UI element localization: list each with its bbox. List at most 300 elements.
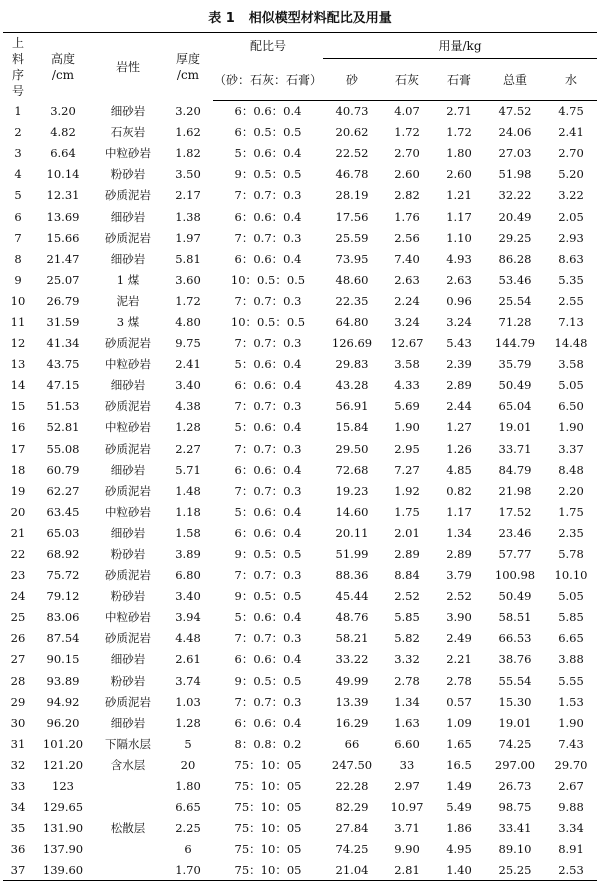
cell-lime: 5.85 [394, 610, 420, 625]
cell-height: 83.06 [46, 610, 80, 625]
cell-lithology: 粉砂岩 [110, 167, 146, 182]
cell-gypsum: 1.49 [446, 779, 472, 794]
cell-thickness: 1.28 [175, 420, 201, 435]
cell-height: 75.72 [46, 568, 80, 583]
cell-lithology: 砂质泥岩 [105, 188, 151, 203]
header-lime: 石灰 [381, 59, 433, 101]
table-row [3, 649, 597, 670]
cell-sequence-number: 32 [10, 757, 26, 772]
cell-gypsum: 1.17 [446, 209, 472, 224]
table-row [3, 776, 597, 797]
cell-thickness: 3.74 [175, 673, 201, 688]
cell-height: 121.20 [42, 757, 84, 772]
cell-sequence-number: 23 [10, 568, 26, 583]
table-row [3, 797, 597, 818]
cell-water: 5.05 [558, 378, 584, 393]
header-lithology: 岩性 [93, 33, 163, 101]
cell-total-weight: 84.79 [498, 462, 532, 477]
cell-total-weight: 74.25 [498, 736, 532, 751]
cell-sand: 19.23 [335, 483, 369, 498]
cell-total-weight: 100.98 [494, 568, 536, 583]
table-row [3, 164, 597, 185]
cell-sand: 21.04 [323, 860, 381, 881]
cell-thickness: 5 [184, 736, 192, 751]
cell-water: 1.75 [558, 504, 584, 519]
cell-sand: 20.62 [335, 125, 369, 140]
cell-water: 8.63 [558, 251, 584, 266]
cell-gypsum: 2.63 [446, 272, 472, 287]
cell-ratio: 9：0.5：0.5 [234, 673, 302, 688]
cell-sequence-number: 12 [10, 336, 26, 351]
table-row [3, 860, 597, 881]
cell-water: 1.53 [558, 694, 584, 709]
cell-water: 5.78 [558, 547, 584, 562]
cell-lime: 10.97 [390, 800, 424, 815]
cell-ratio: 75：10：05 [234, 779, 302, 794]
cell-gypsum: 5.43 [446, 336, 472, 351]
cell-ratio: 10：0.5：0.5 [230, 272, 306, 287]
cell-total-weight: 25.25 [485, 860, 545, 881]
table-row [3, 101, 597, 122]
table-row [3, 607, 597, 628]
header-sand: 砂 [323, 59, 381, 101]
cell-thickness: 3.20 [175, 104, 201, 119]
table-row [3, 438, 597, 459]
cell-sequence-number: 35 [10, 821, 26, 836]
cell-sand: 22.35 [335, 293, 369, 308]
cell-total-weight: 19.01 [498, 420, 532, 435]
cell-water: 3.58 [558, 357, 584, 372]
table-row [3, 185, 597, 206]
cell-lime: 8.84 [394, 568, 420, 583]
cell-total-weight: 26.73 [498, 779, 532, 794]
cell-lithology: 松散层 [110, 821, 146, 836]
cell-thickness: 3.60 [175, 272, 201, 287]
cell-lithology: 粉砂岩 [110, 547, 146, 562]
cell-total-weight: 35.79 [498, 357, 532, 372]
cell-ratio: 6：0.6：0.4 [234, 715, 302, 730]
cell-total-weight: 55.54 [498, 673, 532, 688]
cell-height: 47.15 [46, 378, 80, 393]
cell-sand: 247.50 [331, 757, 373, 772]
cell-sequence-number: 37 [3, 860, 33, 881]
cell-total-weight: 144.79 [494, 336, 536, 351]
table-row [3, 565, 597, 586]
cell-sand: 49.99 [335, 673, 369, 688]
table-title: 相似模型材料配比及用量 [248, 11, 392, 26]
cell-total-weight: 21.98 [498, 483, 532, 498]
cell-lime: 2.95 [394, 441, 420, 456]
cell-sequence-number: 14 [10, 378, 26, 393]
cell-water: 9.88 [558, 800, 584, 815]
cell-sand: 13.39 [335, 694, 369, 709]
cell-sequence-number: 6 [14, 209, 22, 224]
cell-lime: 2.60 [394, 167, 420, 182]
cell-water: 3.88 [558, 652, 584, 667]
cell-sand: 29.50 [335, 441, 369, 456]
cell-lithology [93, 776, 163, 797]
table-row [3, 375, 597, 396]
table-row [3, 396, 597, 417]
cell-lithology: 1 煤 [116, 272, 140, 287]
cell-sand: 48.60 [335, 272, 369, 287]
cell-lime: 7.27 [394, 462, 420, 477]
cell-sequence-number: 19 [10, 483, 26, 498]
table-row [3, 333, 597, 354]
cell-lithology: 砂质泥岩 [105, 631, 151, 646]
cell-height: 55.08 [46, 441, 80, 456]
cell-thickness: 2.17 [175, 188, 201, 203]
cell-gypsum: 2.21 [446, 652, 472, 667]
cell-thickness: 1.48 [175, 483, 201, 498]
table-row [3, 248, 597, 269]
cell-total-weight: 19.01 [498, 715, 532, 730]
table-row [3, 522, 597, 543]
cell-lithology: 细砂岩 [110, 209, 146, 224]
table-row [3, 227, 597, 248]
cell-sequence-number: 31 [10, 736, 26, 751]
cell-ratio: 7：0.7：0.3 [234, 441, 302, 456]
cell-height: 51.53 [46, 399, 80, 414]
cell-lithology: 3 煤 [116, 314, 140, 329]
cell-thickness: 1.72 [175, 293, 201, 308]
cell-thickness: 6.65 [175, 800, 201, 815]
cell-lime: 2.01 [394, 525, 420, 540]
cell-gypsum: 1.65 [446, 736, 472, 751]
cell-ratio: 6：0.6：0.4 [234, 462, 302, 477]
table-row [3, 586, 597, 607]
cell-total-weight: 57.77 [498, 547, 532, 562]
cell-height: 52.81 [46, 420, 80, 435]
table-row [3, 839, 597, 860]
header-total-weight: 总重 [485, 59, 545, 101]
cell-sand: 28.19 [335, 188, 369, 203]
cell-gypsum: 2.49 [446, 631, 472, 646]
cell-lime: 1.63 [394, 715, 420, 730]
cell-sequence-number: 10 [10, 293, 26, 308]
cell-ratio: 75：10：05 [213, 860, 323, 881]
cell-total-weight: 25.54 [498, 293, 532, 308]
cell-gypsum: 4.95 [446, 842, 472, 857]
cell-sequence-number: 21 [10, 525, 26, 540]
cell-ratio: 6：0.5：0.5 [234, 125, 302, 140]
cell-sand: 126.69 [331, 336, 373, 351]
cell-sequence-number: 27 [10, 652, 26, 667]
cell-gypsum: 5.49 [446, 800, 472, 815]
cell-lithology: 砂质泥岩 [105, 230, 151, 245]
cell-total-weight: 38.76 [498, 652, 532, 667]
cell-height: 13.69 [46, 209, 80, 224]
cell-sequence-number: 2 [14, 125, 22, 140]
cell-thickness: 4.48 [175, 631, 201, 646]
cell-lime: 5.82 [394, 631, 420, 646]
cell-thickness: 9.75 [175, 336, 201, 351]
cell-lime: 2.24 [394, 293, 420, 308]
cell-sequence-number: 15 [10, 399, 26, 414]
cell-total-weight: 50.49 [498, 378, 532, 393]
cell-ratio: 7：0.7：0.3 [234, 399, 302, 414]
cell-ratio: 9：0.5：0.5 [234, 589, 302, 604]
cell-total-weight: 15.30 [498, 694, 532, 709]
cell-thickness: 3.40 [175, 589, 201, 604]
cell-water: 5.35 [558, 272, 584, 287]
cell-sand: 29.83 [335, 357, 369, 372]
cell-lime: 3.71 [394, 821, 420, 836]
table-row [3, 543, 597, 564]
cell-gypsum: 0.57 [446, 694, 472, 709]
header-gypsum: 石膏 [433, 59, 485, 101]
cell-water: 2.93 [558, 230, 584, 245]
cell-height: 94.92 [46, 694, 80, 709]
cell-total-weight: 98.75 [498, 800, 532, 815]
cell-sand: 17.56 [335, 209, 369, 224]
table-row [3, 143, 597, 164]
cell-thickness: 2.25 [175, 821, 201, 836]
cell-ratio: 7：0.7：0.3 [234, 631, 302, 646]
cell-total-weight: 23.46 [498, 525, 532, 540]
cell-lime: 2.97 [394, 779, 420, 794]
cell-sand: 20.11 [335, 525, 369, 540]
cell-gypsum: 2.78 [446, 673, 472, 688]
cell-water: 6.65 [558, 631, 584, 646]
cell-water: 3.34 [558, 821, 584, 836]
cell-height: 96.20 [46, 715, 80, 730]
cell-gypsum: 16.5 [446, 757, 472, 772]
cell-sand: 48.76 [335, 610, 369, 625]
cell-gypsum: 1.80 [446, 146, 472, 161]
table-row [3, 691, 597, 712]
cell-sand: 15.84 [335, 420, 369, 435]
cell-gypsum: 1.86 [446, 821, 472, 836]
cell-sand: 27.84 [335, 821, 369, 836]
cell-lithology: 砂质泥岩 [105, 694, 151, 709]
cell-water: 3.37 [558, 441, 584, 456]
cell-lime: 3.24 [394, 314, 420, 329]
cell-height: 129.65 [42, 800, 84, 815]
header-ratio: 配比号 [213, 33, 323, 59]
cell-lime: 6.60 [394, 736, 420, 751]
cell-lithology: 细砂岩 [110, 715, 146, 730]
cell-height: 60.79 [46, 462, 80, 477]
cell-lithology: 中粒砂岩 [105, 146, 151, 161]
cell-lime: 9.90 [394, 842, 420, 857]
cell-water: 2.55 [558, 293, 584, 308]
cell-water: 2.67 [558, 779, 584, 794]
cell-ratio: 9：0.5：0.5 [234, 167, 302, 182]
table-row [3, 417, 597, 438]
cell-water: 5.20 [558, 167, 584, 182]
table-row [3, 670, 597, 691]
cell-sequence-number: 36 [10, 842, 26, 857]
cell-water: 29.70 [554, 757, 588, 772]
cell-sequence-number: 17 [10, 441, 26, 456]
cell-lime: 2.78 [394, 673, 420, 688]
cell-lime: 12.67 [390, 336, 424, 351]
table-row [3, 269, 597, 290]
cell-lithology: 砂质泥岩 [105, 399, 151, 414]
cell-thickness: 3.40 [175, 378, 201, 393]
cell-total-weight: 32.22 [498, 188, 532, 203]
cell-sequence-number: 13 [10, 357, 26, 372]
cell-ratio: 7：0.7：0.3 [234, 293, 302, 308]
cell-gypsum: 1.40 [433, 860, 485, 881]
cell-sand: 66 [344, 736, 360, 751]
cell-sand: 46.78 [335, 167, 369, 182]
cell-thickness: 1.70 [163, 860, 213, 881]
table-row [3, 712, 597, 733]
cell-lithology: 中粒砂岩 [105, 420, 151, 435]
cell-sequence-number: 18 [10, 462, 26, 477]
cell-lime: 1.75 [394, 504, 420, 519]
cell-thickness: 5.81 [175, 251, 201, 266]
cell-gypsum: 4.85 [446, 462, 472, 477]
cell-height: 137.90 [42, 842, 84, 857]
cell-total-weight: 29.25 [498, 230, 532, 245]
cell-total-weight: 53.46 [498, 272, 532, 287]
cell-water: 6.50 [558, 399, 584, 414]
cell-sequence-number: 29 [10, 694, 26, 709]
cell-height: 4.82 [50, 125, 76, 140]
cell-sand: 33.22 [335, 652, 369, 667]
cell-gypsum: 0.96 [446, 293, 472, 308]
cell-height: 87.54 [46, 631, 80, 646]
cell-sequence-number: 7 [14, 230, 22, 245]
cell-lithology: 中粒砂岩 [105, 504, 151, 519]
cell-water: 10.10 [554, 568, 588, 583]
cell-gypsum: 0.82 [446, 483, 472, 498]
cell-water: 2.35 [558, 525, 584, 540]
cell-ratio: 7：0.7：0.3 [234, 483, 302, 498]
cell-lithology: 含水层 [110, 757, 146, 772]
cell-ratio: 7：0.7：0.3 [234, 336, 302, 351]
cell-lime: 2.82 [394, 188, 420, 203]
cell-water: 8.91 [558, 842, 584, 857]
cell-lime: 1.92 [394, 483, 420, 498]
table-number: 表 1 [208, 11, 235, 26]
cell-lithology: 粉砂岩 [110, 589, 146, 604]
cell-total-weight: 17.52 [498, 504, 532, 519]
cell-sand: 64.80 [335, 314, 369, 329]
cell-total-weight: 65.04 [498, 399, 532, 414]
cell-sequence-number: 33 [10, 779, 26, 794]
cell-lithology: 细砂岩 [110, 652, 146, 667]
cell-thickness: 3.89 [175, 547, 201, 562]
cell-lime: 7.40 [394, 251, 420, 266]
cell-sequence-number: 4 [14, 167, 22, 182]
table-body [3, 101, 597, 881]
cell-gypsum: 3.90 [446, 610, 472, 625]
cell-lithology: 砂质泥岩 [105, 568, 151, 583]
cell-thickness: 6 [184, 842, 192, 857]
cell-water: 5.05 [558, 589, 584, 604]
table-row [3, 311, 597, 332]
cell-height: 10.14 [46, 167, 80, 182]
table-row [3, 459, 597, 480]
cell-thickness: 1.03 [175, 694, 201, 709]
cell-lithology: 细砂岩 [110, 378, 146, 393]
cell-lime: 1.90 [394, 420, 420, 435]
cell-gypsum: 3.24 [446, 314, 472, 329]
cell-height: 68.92 [46, 547, 80, 562]
cell-lime: 2.89 [394, 547, 420, 562]
cell-sequence-number: 9 [14, 272, 22, 287]
cell-water: 1.90 [558, 715, 584, 730]
cell-gypsum: 2.52 [446, 589, 472, 604]
cell-lithology: 石灰岩 [110, 125, 146, 140]
cell-sequence-number: 26 [10, 631, 26, 646]
cell-lime: 1.34 [394, 694, 420, 709]
cell-ratio: 7：0.7：0.3 [234, 694, 302, 709]
table-row [3, 501, 597, 522]
cell-sequence-number: 8 [14, 251, 22, 266]
cell-thickness: 20 [180, 757, 196, 772]
cell-thickness: 5.71 [175, 462, 201, 477]
cell-lithology: 下隔水层 [105, 736, 151, 751]
cell-sand: 14.60 [335, 504, 369, 519]
header-water: 水 [545, 59, 597, 101]
cell-gypsum: 2.39 [446, 357, 472, 372]
cell-height: 25.07 [46, 272, 80, 287]
cell-thickness: 6.80 [175, 568, 201, 583]
cell-ratio: 75：10：05 [234, 842, 302, 857]
cell-lime: 5.69 [394, 399, 420, 414]
cell-gypsum: 2.60 [446, 167, 472, 182]
cell-lithology: 砂质泥岩 [105, 336, 151, 351]
cell-gypsum: 1.17 [446, 504, 472, 519]
cell-thickness: 3.50 [175, 167, 201, 182]
cell-water: 2.20 [558, 483, 584, 498]
table-row [3, 122, 597, 143]
cell-sand: 25.59 [335, 230, 369, 245]
table-caption [0, 6, 600, 32]
cell-thickness: 1.62 [175, 125, 201, 140]
cell-sequence-number: 1 [14, 104, 22, 119]
cell-lithology: 中粒砂岩 [105, 357, 151, 372]
cell-water: 14.48 [554, 336, 588, 351]
cell-ratio: 7：0.7：0.3 [234, 568, 302, 583]
cell-sand: 73.95 [335, 251, 369, 266]
cell-sequence-number: 24 [10, 589, 26, 604]
cell-lithology: 砂质泥岩 [105, 483, 151, 498]
cell-ratio: 5：0.6：0.4 [234, 420, 302, 435]
cell-ratio: 5：0.6：0.4 [234, 146, 302, 161]
cell-sand: 72.68 [335, 462, 369, 477]
cell-water: 7.13 [558, 314, 584, 329]
cell-water: 2.70 [558, 146, 584, 161]
cell-lithology [93, 797, 163, 818]
cell-total-weight: 47.52 [498, 104, 532, 119]
cell-ratio: 9：0.5：0.5 [234, 547, 302, 562]
cell-ratio: 6：0.6：0.4 [234, 652, 302, 667]
cell-sand: 58.21 [335, 631, 369, 646]
cell-thickness: 1.58 [175, 525, 201, 540]
cell-lime: 2.70 [394, 146, 420, 161]
cell-total-weight: 24.06 [498, 125, 532, 140]
cell-ratio: 6：0.6：0.4 [234, 104, 302, 119]
cell-water: 3.22 [558, 188, 584, 203]
cell-ratio: 6：0.6：0.4 [234, 209, 302, 224]
cell-ratio: 8：0.8：0.2 [234, 736, 302, 751]
cell-gypsum: 3.79 [446, 568, 472, 583]
cell-lithology: 泥岩 [116, 293, 140, 308]
cell-thickness: 2.27 [175, 441, 201, 456]
cell-lithology: 细砂岩 [110, 525, 146, 540]
cell-height: 31.59 [46, 314, 80, 329]
table-row [3, 480, 597, 501]
cell-thickness: 4.80 [175, 314, 201, 329]
cell-height: 79.12 [46, 589, 80, 604]
cell-thickness: 2.41 [175, 357, 201, 372]
